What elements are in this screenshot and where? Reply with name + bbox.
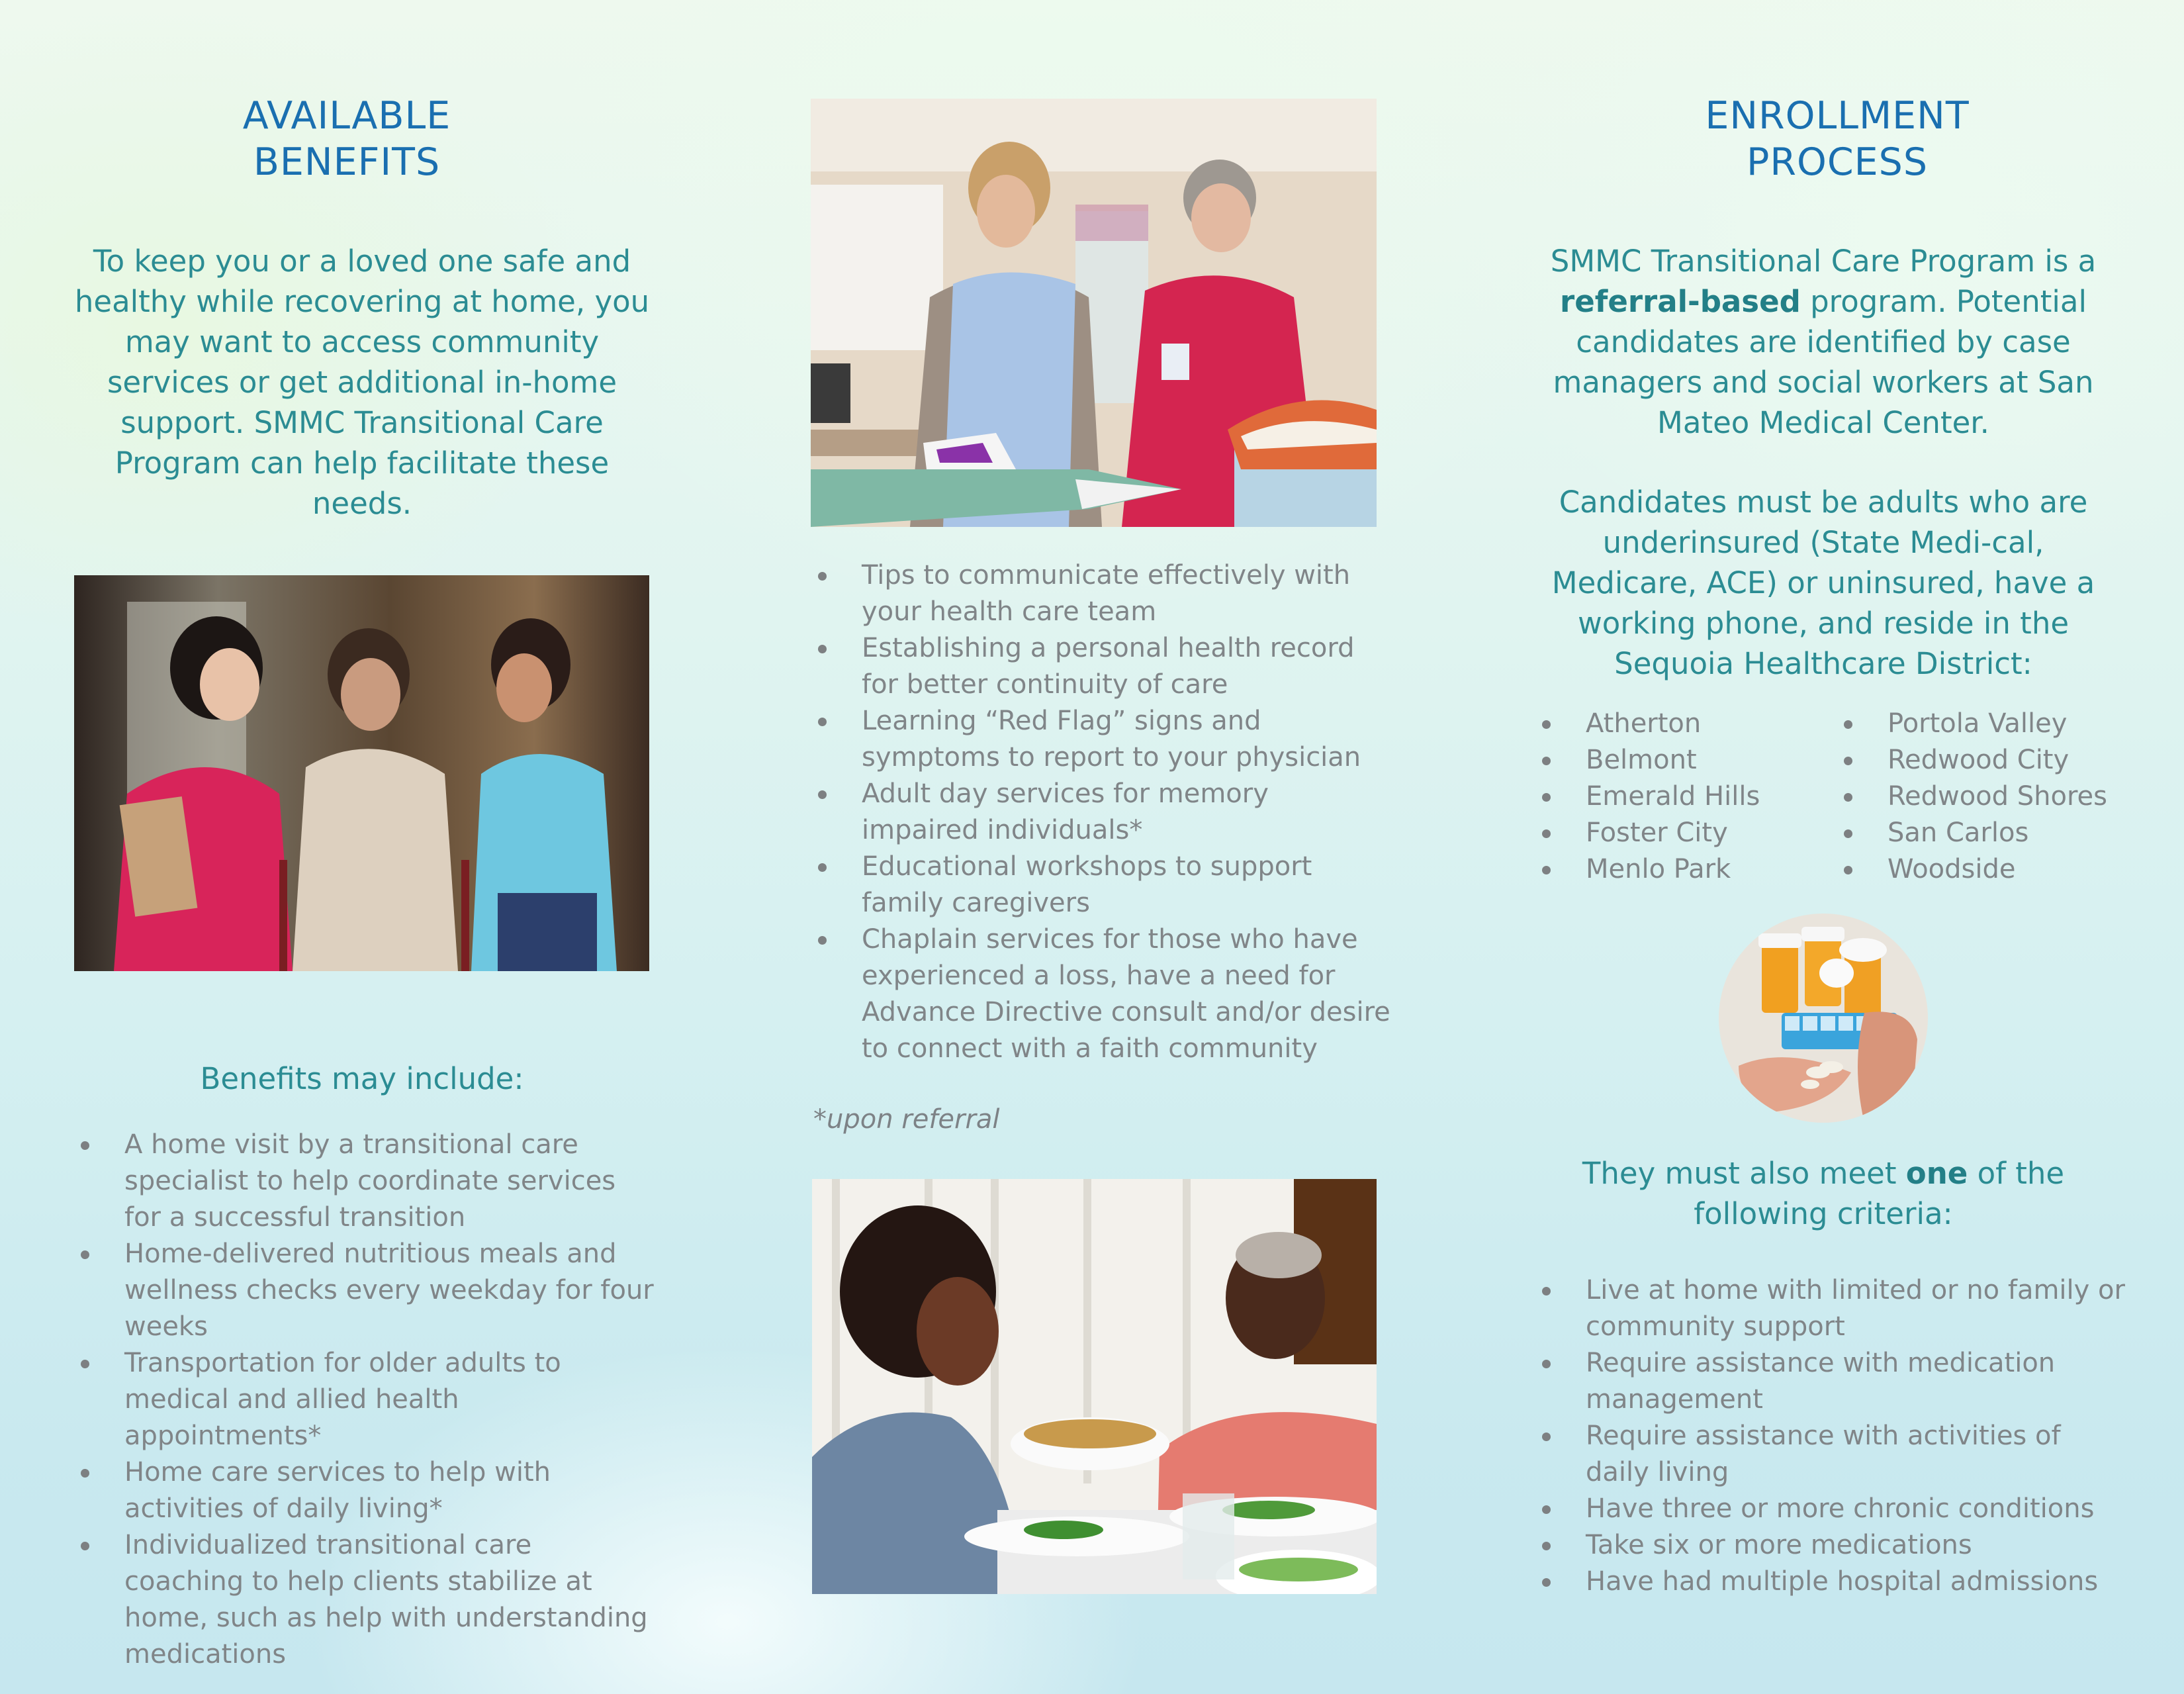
district-item: Redwood City xyxy=(1837,742,2155,778)
bullet-icon xyxy=(1542,866,1551,874)
bullet-icon xyxy=(818,718,827,726)
bullet-icon xyxy=(1542,1505,1551,1514)
benefits-intro-paragraph: To keep you or a loved one safe and healthy while recovering at home, you may want to access community services or get additional in-home support. SMMC Transitional Care Program can help facilitate these needs. xyxy=(74,244,650,521)
criteria-item: Require assistance with medication management xyxy=(1535,1345,2131,1418)
bullet-icon xyxy=(818,645,827,653)
bullet-icon xyxy=(81,1542,89,1550)
benefits-continued-list xyxy=(811,557,1394,1067)
district-item: Portola Valley xyxy=(1837,706,2155,742)
bullet-icon xyxy=(1844,829,1852,838)
bullet-icon xyxy=(1542,757,1551,765)
benefits-list xyxy=(74,1127,657,1673)
bullet-icon xyxy=(1844,720,1852,729)
pill-organizer-photo xyxy=(1719,914,1928,1123)
benefits-may-include-heading: Benefits may include: xyxy=(200,1061,524,1096)
benefit-item: Adult day services for memory impaired individuals* xyxy=(811,776,1394,849)
caregiver-ironing-photo xyxy=(811,99,1377,527)
district-item: Foster City xyxy=(1535,815,1827,851)
bullet-icon xyxy=(81,1360,89,1368)
bullet-icon xyxy=(1542,1542,1551,1550)
bullet-icon xyxy=(1542,793,1551,802)
benefit-item: Home care services to help with activities of daily living* xyxy=(74,1454,657,1527)
benefit-item: Learning “Red Flag” signs and symptoms to report to your physician xyxy=(811,703,1394,776)
bullet-icon xyxy=(1542,829,1551,838)
district-item: Woodside xyxy=(1837,851,2155,888)
district-item: Emerald Hills xyxy=(1535,778,1827,815)
benefit-item: Individualized transitional care coaching to help clients stabilize at home, such as help with understanding medications xyxy=(74,1527,657,1673)
bullet-icon xyxy=(1542,1360,1551,1368)
available-benefits-heading xyxy=(148,93,545,185)
district-list-col2 xyxy=(1837,706,2155,888)
benefit-item: Establishing a personal health record for better continuity of care xyxy=(811,630,1394,703)
benefit-item: Educational workshops to support family caregivers xyxy=(811,849,1394,921)
criteria-item: Have three or more chronic conditions xyxy=(1535,1491,2131,1527)
benefit-item: Chaplain services for those who have experienced a loss, have a need for Advance Directive consult and/or desire to connect with a faith community xyxy=(811,921,1394,1067)
bullet-icon xyxy=(818,790,827,799)
bullet-icon xyxy=(1542,1578,1551,1587)
bullet-icon xyxy=(81,1141,89,1150)
district-item: Menlo Park xyxy=(1535,851,1827,888)
bullet-icon xyxy=(818,572,827,581)
enrollment-process-heading xyxy=(1639,93,2036,185)
district-item: Redwood Shores xyxy=(1837,778,2155,815)
referral-based-emphasis: referral-based xyxy=(1560,284,1801,319)
bullet-icon xyxy=(818,936,827,945)
benefit-item: A home visit by a transitional care specialist to help coordinate services for a successful transition xyxy=(74,1127,657,1236)
heading-line-1: ENROLLMENT xyxy=(1705,94,1970,138)
bullet-icon xyxy=(818,863,827,872)
bullet-icon xyxy=(1542,1433,1551,1441)
bullet-icon xyxy=(1542,720,1551,729)
bullet-icon xyxy=(1844,757,1852,765)
heading-line-2: BENEFITS xyxy=(253,140,441,184)
benefit-item: Transportation for older adults to medical and allied health appointments* xyxy=(74,1345,657,1454)
district-item: Belmont xyxy=(1535,742,1827,778)
criteria-list xyxy=(1535,1272,2131,1600)
heading-line-2: PROCESS xyxy=(1746,140,1929,184)
district-item: Atherton xyxy=(1535,706,1827,742)
upon-referral-footnote: *upon referral xyxy=(813,1104,1000,1135)
couple-dining-photo xyxy=(812,1179,1377,1594)
criteria-item: Take six or more medications xyxy=(1535,1527,2131,1564)
eligibility-paragraph: Candidates must be adults who are underinsured (State Medi-cal, Medicare, ACE) or uninsured, have a working phone, and reside in the Sequoia Healthcare District: xyxy=(1551,485,2095,681)
criteria-heading: They must also meet one of the following criteria: xyxy=(1582,1156,2065,1231)
district-list-col1 xyxy=(1535,706,1827,888)
one-emphasis: one xyxy=(1905,1156,1968,1191)
bullet-icon xyxy=(1844,866,1852,874)
bullet-icon xyxy=(81,1469,89,1478)
criteria-item: Live at home with limited or no family or community support xyxy=(1535,1272,2131,1345)
heading-line-1: AVAILABLE xyxy=(242,94,451,138)
bullet-icon xyxy=(81,1250,89,1259)
benefit-item: Tips to communicate effectively with your health care team xyxy=(811,557,1394,630)
district-item: San Carlos xyxy=(1837,815,2155,851)
criteria-item: Have had multiple hospital admissions xyxy=(1535,1564,2131,1600)
bullet-icon xyxy=(1844,793,1852,802)
criteria-item: Require assistance with activities of daily living xyxy=(1535,1418,2131,1491)
referral-paragraph: SMMC Transitional Care Program is a referral-based program. Potential candidates are identified by case managers and social workers at San Mateo Medical Center. xyxy=(1550,244,2097,440)
caregivers-walker-photo xyxy=(74,575,649,971)
benefit-item: Home-delivered nutritious meals and wellness checks every weekday for four weeks xyxy=(74,1236,657,1345)
bullet-icon xyxy=(1542,1287,1551,1295)
